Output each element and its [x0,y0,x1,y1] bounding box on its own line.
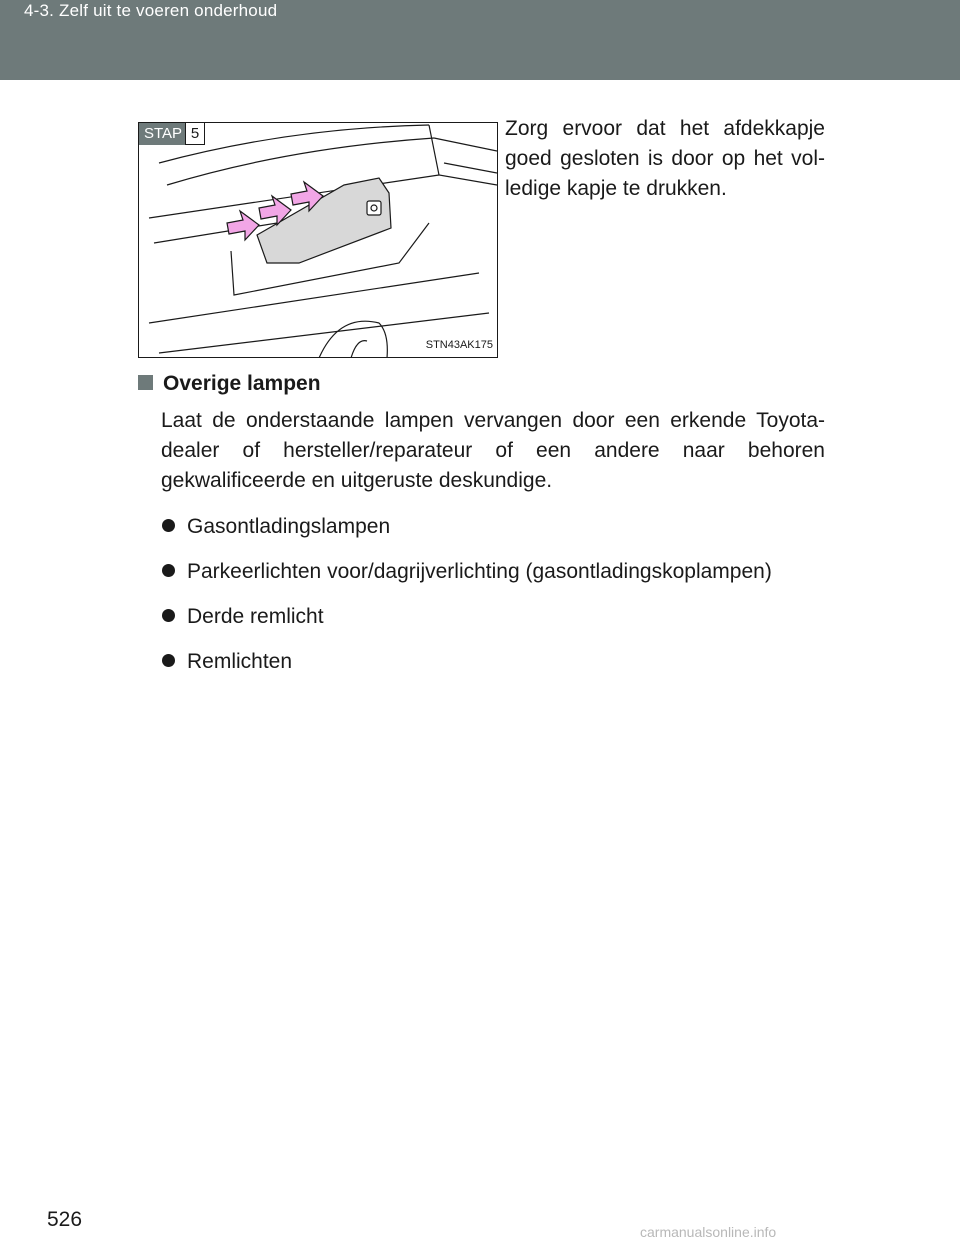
figure-code: STN43AK175 [425,339,493,351]
list-item-text: Remlichten [187,650,293,673]
lamp-list [162,512,772,692]
section-heading-text: Overige lampen [163,372,321,395]
bullet-dot-icon [162,654,175,667]
section-heading [138,372,321,396]
list-item [162,557,772,602]
list-item [162,512,772,557]
section-body: Laat de onderstaande lampen vervangen door een erkende Toyota-dealer of hersteller/reparateur of een andere naar behoren gekwalificeerde en uitgeruste deskundige. [161,409,825,492]
square-bullet-icon [138,375,153,390]
list-item-text: Gasontladingslampen [187,515,391,538]
step-number: 5 [185,123,205,145]
list-item [162,647,772,692]
bullet-dot-icon [162,564,175,577]
watermark: carmanualsonline.info [640,1224,777,1240]
bullet-dot-icon [162,609,175,622]
step-illustration [138,122,498,358]
page-number: 526 [47,1208,83,1231]
step-label: STAP [139,123,187,145]
lamp-cover-drawing [139,123,498,358]
page-header [0,0,960,80]
list-item-text: Parkeerlichten voor/dagrijverlichting (gasontladingskoplampen) [187,560,772,583]
bullet-dot-icon [162,519,175,532]
section-title: 4-3. Zelf uit te voeren onderhoud [24,1,278,20]
list-item [162,602,772,647]
list-item-text: Derde remlicht [187,605,324,628]
step-instruction: Zorg ervoor dat het afdekkapje goed gesloten is door op het vol-ledige kapje te drukken. [505,117,825,200]
